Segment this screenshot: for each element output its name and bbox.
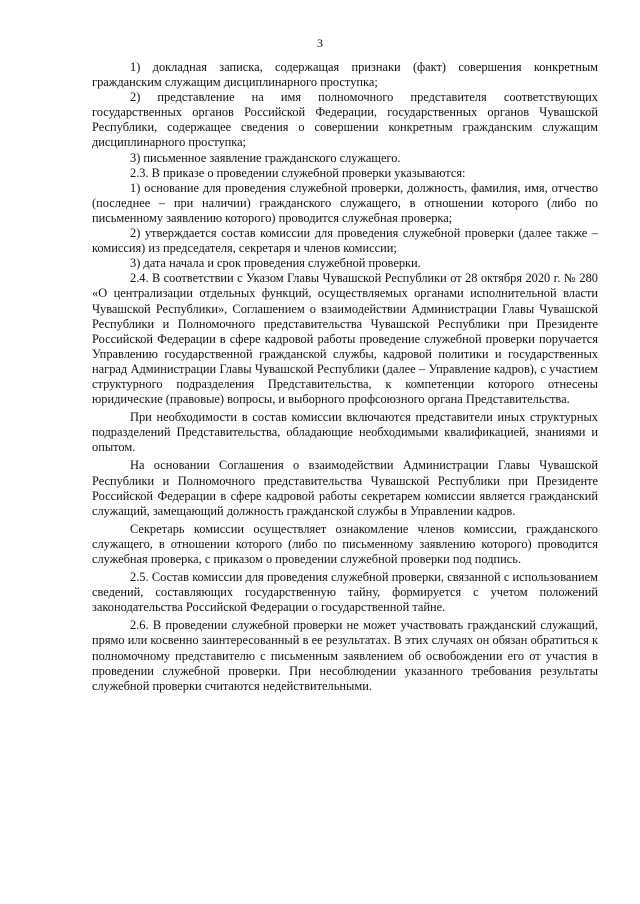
page-number: 3	[317, 36, 323, 50]
paragraph-secretary-basis: На основании Соглашения о взаимодействии Администрации Главы Чувашской Республики и Полномочного представительства Чувашской Республики при Президенте Российской Федерации в сфере кадровой работы секретарем комиссии является гражданский служащий, замещающий должность гражданской службы в Управлении кадров.	[92, 458, 598, 518]
paragraph-submission: 2) представление на имя полномочного представителя соответствующих государственных органов Российской Федерации, государственных органов Чувашской Республики, содержащее сведения о совершении конкретным гражданским служащим дисциплинарного проступка;	[92, 90, 598, 150]
paragraph-2-6: 2.6. В проведении служебной проверки не может участвовать гражданский служащий, прямо или косвенно заинтересованный в ее результатах. В этих случаях он обязан обратиться к полномочному представителю с письменным заявлением об освобождении его от участия в проведении служебной проверки. При несоблюдении указанного требования результаты служебной проверки считаются недействительными.	[92, 618, 598, 693]
paragraph-grounds: 1) основание для проведения служебной проверки, должность, фамилия, имя, отчество (последнее – при наличии) гражданского служащего, в отношении которого (либо по письменному заявлению которого) проводится служебная проверка;	[92, 180, 598, 225]
paragraph-other-members: При необходимости в состав комиссии включаются представители иных структурных подразделений Представительства, обладающие необходимыми квалификацией, знаниями и опытом.	[92, 410, 598, 455]
paragraph-commission-composition: 2) утверждается состав комиссии для проведения служебной проверки (далее также – комиссия) из председателя, секретаря и членов комиссии;	[92, 226, 598, 256]
paragraph-secretary-duties: Секретарь комиссии осуществляет ознакомление членов комиссии, гражданского служащего, в отношении которого (либо по письменному заявлению которого) проводится служебная проверка, с приказом о проведении служебной проверки под подпись.	[92, 521, 598, 566]
paragraph-start-date: 3) дата начала и срок проведения служебной проверки.	[130, 256, 421, 271]
paragraph-2-3-heading: 2.3. В приказе о проведении служебной проверки указываются:	[130, 165, 466, 180]
paragraph-written-statement: 3) письменное заявление гражданского служащего.	[130, 150, 401, 165]
paragraph-memo: 1) докладная записка, содержащая признаки (факт) совершения конкретным гражданским служащим дисциплинарного проступка;	[92, 60, 598, 90]
paragraph-2-4: 2.4. В соответствии с Указом Главы Чувашской Республики от 28 октября 2020 г. № 280 «О централизации отдельных функций, осуществляемых органами исполнительной власти Чувашской Республики», Соглашением о взаимодействии Администрации Главы Чувашской Республики и Полномочного представительства Чувашской Республики при Президенте Российской Федерации в сфере кадровой работы проведение служебной проверки поручается Управлению государственной гражданской службы, кадровой политики и государственных наград Администрации Главы Чувашской Республики (далее – Управление кадров), с участием структурного подразделения Представительства, к компетенции которого отнесены юридические (правовые) вопросы, и выборного профсоюзного органа Представительства.	[92, 271, 598, 407]
paragraph-2-5: 2.5. Состав комиссии для проведения служебной проверки, связанной с использованием сведений, составляющих государственную тайну, формируется с учетом положений законодательства Российской Федерации о государственной тайне.	[92, 570, 598, 615]
